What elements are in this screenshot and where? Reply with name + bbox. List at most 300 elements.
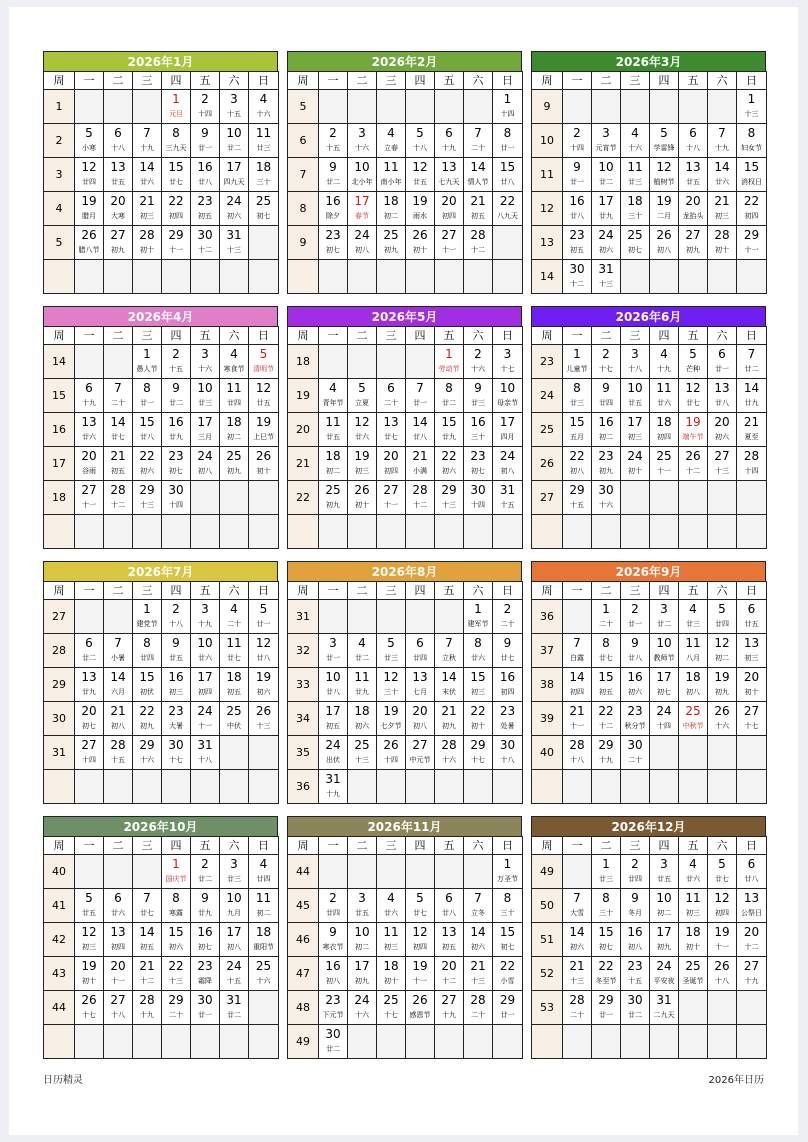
day-cell	[406, 379, 435, 413]
day-cell	[708, 124, 737, 158]
day-number: 1	[602, 602, 610, 616]
lunar-label: 十一	[384, 501, 398, 509]
day-cell	[406, 226, 435, 260]
day-cell	[162, 600, 191, 634]
lunar-label: 初八	[198, 467, 212, 475]
week-column-header: 周	[532, 837, 563, 855]
weekday-header: 五	[191, 582, 220, 600]
empty-day-cell	[191, 1025, 220, 1059]
day-cell	[75, 991, 104, 1025]
day-cell	[162, 158, 191, 192]
day-cell	[737, 600, 767, 634]
lunar-label: 廿九	[82, 688, 96, 696]
day-cell	[435, 226, 464, 260]
day-number: 14	[569, 925, 585, 939]
day-cell	[563, 413, 592, 447]
weekday-header: 日	[493, 72, 523, 90]
lunar-label: 十四	[169, 501, 183, 509]
empty-day-cell	[464, 260, 493, 294]
week-row	[288, 345, 523, 379]
lunar-label: 初九	[384, 246, 398, 254]
day-number: 18	[627, 194, 643, 208]
lunar-label: 廿五	[413, 178, 427, 186]
day-number: 3	[329, 636, 337, 650]
empty-day-cell	[249, 226, 279, 260]
day-cell	[249, 413, 279, 447]
lunar-label: 十二	[744, 943, 759, 951]
month-table	[531, 836, 767, 1059]
day-cell	[319, 991, 348, 1025]
day-number: 22	[168, 194, 184, 208]
lunar-label: 廿五	[657, 875, 671, 883]
week-row	[44, 447, 279, 481]
day-number: 20	[441, 194, 457, 208]
day-cell	[493, 736, 523, 770]
day-number: 3	[358, 891, 366, 905]
lunar-label: 廿四	[628, 875, 642, 883]
lunar-label: 上巳节	[253, 433, 274, 441]
lunar-label: 十七	[744, 722, 759, 730]
lunar-label: 廿六	[471, 654, 485, 662]
day-number: 6	[85, 381, 93, 395]
empty-day-cell	[220, 1025, 249, 1059]
day-cell	[348, 634, 377, 668]
weekday-header: 五	[679, 582, 708, 600]
day-number: 4	[329, 381, 337, 395]
lunar-label: 十四	[744, 467, 759, 475]
day-number: 17	[226, 160, 242, 174]
day-cell	[133, 702, 162, 736]
lunar-label: 下元节	[322, 1011, 344, 1019]
day-number: 7	[445, 636, 453, 650]
day-cell	[162, 413, 191, 447]
empty-day-cell	[220, 770, 249, 804]
lunar-label: 十七	[384, 1011, 398, 1019]
lunar-label: 谷雨	[82, 467, 96, 475]
day-number: 31	[325, 772, 341, 786]
lunar-label: 国庆节	[165, 875, 187, 883]
day-number: 23	[325, 993, 341, 1007]
weekday-header: 五	[435, 837, 464, 855]
day-number: 13	[714, 381, 730, 395]
day-number: 14	[470, 160, 486, 174]
lunar-label: 初四	[111, 943, 125, 951]
lunar-label: 夏至	[744, 433, 759, 441]
lunar-label: 中伏	[227, 722, 241, 730]
lunar-label: 初二	[355, 943, 369, 951]
day-number: 1	[143, 602, 151, 616]
day-cell	[191, 158, 220, 192]
lunar-label: 廿一	[140, 399, 154, 407]
day-cell	[348, 702, 377, 736]
lunar-label: 初八	[570, 467, 584, 475]
empty-day-cell	[75, 90, 104, 124]
lunar-label: 廿二	[227, 144, 241, 152]
day-cell	[737, 158, 767, 192]
day-cell	[162, 124, 191, 158]
lunar-label: 十一	[570, 722, 584, 730]
empty-day-cell	[592, 1025, 621, 1059]
lunar-label: 二月	[657, 212, 671, 220]
lunar-label: 十三	[227, 246, 241, 254]
lunar-label: 十九	[140, 144, 154, 152]
day-cell	[493, 668, 523, 702]
day-cell	[104, 158, 133, 192]
day-number: 29	[598, 738, 614, 752]
week-row	[532, 447, 767, 481]
day-cell	[650, 634, 679, 668]
lunar-label: 十六	[442, 756, 456, 764]
day-number: 12	[412, 925, 428, 939]
lunar-label: 元旦	[169, 110, 183, 118]
day-number: 13	[81, 670, 97, 684]
lunar-label: 廿四	[227, 399, 241, 407]
week-row	[288, 889, 523, 923]
day-cell	[493, 481, 523, 515]
day-cell	[162, 634, 191, 668]
lunar-label: 十九	[599, 756, 613, 764]
lunar-label: 十八	[628, 365, 642, 373]
day-number: 28	[470, 228, 486, 242]
lunar-label: 廿六	[384, 909, 398, 917]
empty-day-cell	[464, 770, 493, 804]
lunar-label: 十八	[570, 756, 584, 764]
month-calendar	[531, 816, 766, 1059]
weekday-header: 日	[737, 72, 767, 90]
lunar-label: 十三	[256, 722, 271, 730]
day-number: 16	[325, 959, 341, 973]
week-column-header: 周	[44, 72, 75, 90]
day-number: 8	[503, 126, 512, 140]
weekday-header: 三	[133, 837, 162, 855]
lunar-label: 平安夜	[653, 977, 675, 985]
day-cell	[377, 481, 406, 515]
lunar-label: 十三	[442, 501, 456, 509]
month-title: 2026年3月	[531, 51, 766, 71]
day-number: 3	[660, 857, 668, 871]
day-cell	[621, 600, 650, 634]
weekday-header: 二	[348, 72, 377, 90]
day-number: 26	[714, 704, 730, 718]
lunar-label: 廿二	[355, 654, 369, 662]
week-row	[532, 192, 767, 226]
day-cell	[75, 413, 104, 447]
day-cell	[133, 447, 162, 481]
day-cell	[435, 736, 464, 770]
empty-day-cell	[621, 260, 650, 294]
week-number: 16	[44, 413, 75, 447]
day-cell	[708, 226, 737, 260]
week-row	[532, 923, 767, 957]
lunar-label: 初四	[198, 688, 212, 696]
day-cell	[621, 124, 650, 158]
lunar-label: 十五	[227, 977, 241, 985]
day-number: 4	[259, 92, 268, 106]
day-number: 13	[81, 415, 97, 429]
day-cell	[406, 413, 435, 447]
lunar-label: 廿一	[715, 365, 729, 373]
month-calendar	[287, 306, 522, 549]
day-cell	[650, 991, 679, 1025]
lunar-label: 廿二	[628, 1011, 642, 1019]
weekday-header: 三	[133, 582, 162, 600]
lunar-label: 寒衣节	[322, 943, 344, 951]
week-number: 43	[44, 957, 75, 991]
day-cell	[737, 345, 767, 379]
day-cell	[737, 379, 767, 413]
empty-day-cell	[348, 90, 377, 124]
lunar-label: 端午节	[682, 433, 704, 441]
day-number: 30	[168, 738, 184, 752]
day-number: 6	[387, 381, 395, 395]
day-number: 26	[656, 228, 672, 242]
weekday-header: 一	[319, 327, 348, 345]
lunar-label: 龙抬头	[682, 212, 704, 220]
day-cell	[563, 634, 592, 668]
lunar-label: 十二	[686, 467, 700, 475]
day-number: 18	[226, 415, 242, 429]
day-cell	[191, 923, 220, 957]
day-cell	[75, 192, 104, 226]
day-number: 3	[503, 347, 512, 361]
day-cell	[679, 345, 708, 379]
week-row	[532, 634, 767, 668]
empty-day-cell	[737, 770, 767, 804]
empty-day-cell	[708, 991, 737, 1025]
day-number: 3	[201, 602, 209, 616]
day-cell	[348, 158, 377, 192]
week-number: 18	[44, 481, 75, 515]
day-cell	[162, 90, 191, 124]
lunar-label: 廿八	[413, 433, 427, 441]
day-number: 15	[168, 925, 184, 939]
day-number: 1	[503, 92, 512, 106]
day-number: 13	[685, 160, 701, 174]
day-number: 28	[714, 228, 730, 242]
week-row	[532, 226, 767, 260]
day-number: 4	[660, 347, 668, 361]
empty-day-cell	[162, 1025, 191, 1059]
day-cell	[563, 889, 592, 923]
day-number: 26	[255, 704, 272, 718]
lunar-label: 初四	[384, 467, 398, 475]
empty-day-cell	[406, 770, 435, 804]
day-cell	[621, 379, 650, 413]
day-cell	[104, 991, 133, 1025]
month-calendar	[287, 816, 522, 1059]
day-cell	[249, 889, 279, 923]
day-number: 26	[81, 228, 97, 242]
week-number: 10	[532, 124, 563, 158]
day-number: 5	[387, 636, 395, 650]
day-number: 12	[81, 925, 97, 939]
week-row	[44, 90, 279, 124]
day-number: 2	[602, 347, 610, 361]
empty-day-cell	[75, 345, 104, 379]
week-row	[288, 855, 523, 889]
day-cell	[563, 702, 592, 736]
day-cell	[493, 702, 523, 736]
day-number: 20	[743, 670, 760, 684]
weekday-header: 三	[621, 582, 650, 600]
lunar-label: 廿一	[413, 399, 427, 407]
week-number: 28	[44, 634, 75, 668]
week-number: 50	[532, 889, 563, 923]
lunar-label: 初五	[442, 943, 456, 951]
day-number: 1	[747, 92, 756, 106]
day-number: 11	[627, 160, 643, 174]
day-cell	[737, 702, 767, 736]
empty-day-cell	[249, 991, 279, 1025]
weekday-header: 日	[737, 327, 767, 345]
day-cell	[162, 991, 191, 1025]
lunar-label: 八月	[686, 654, 700, 662]
day-cell	[592, 702, 621, 736]
footer-left: 日历精灵	[43, 1075, 83, 1086]
day-number: 29	[139, 483, 155, 497]
lunar-label: 初七	[82, 722, 96, 730]
lunar-label: 建军节	[467, 620, 489, 628]
day-cell	[493, 192, 523, 226]
lunar-label: 立秋	[442, 654, 456, 662]
week-number: 53	[532, 991, 563, 1025]
week-row	[532, 889, 767, 923]
day-cell	[435, 702, 464, 736]
day-cell	[249, 192, 279, 226]
day-number: 27	[110, 993, 126, 1007]
day-number: 8	[602, 891, 610, 905]
week-number: 14	[532, 260, 563, 294]
empty-day-cell	[162, 770, 191, 804]
day-cell	[435, 192, 464, 226]
day-number: 25	[656, 449, 672, 463]
day-cell	[464, 889, 493, 923]
day-number: 17	[656, 670, 672, 684]
lunar-label: 感恩节	[409, 1011, 431, 1019]
lunar-label: 初四	[169, 212, 183, 220]
day-number: 15	[139, 415, 155, 429]
weekday-header: 六	[464, 837, 493, 855]
lunar-label: 廿五	[256, 399, 271, 407]
weekday-header: 三	[133, 327, 162, 345]
weekday-header: 一	[319, 72, 348, 90]
day-cell	[104, 124, 133, 158]
lunar-label: 廿三	[256, 144, 271, 152]
week-number: 40	[44, 855, 75, 889]
day-number: 1	[445, 347, 453, 361]
day-cell	[679, 413, 708, 447]
day-cell	[592, 226, 621, 260]
lunar-label: 初七	[628, 246, 642, 254]
lunar-label: 小寒	[82, 144, 96, 152]
day-cell	[133, 889, 162, 923]
lunar-label: 二十	[570, 1011, 584, 1019]
day-number: 5	[259, 602, 268, 616]
day-cell	[737, 889, 767, 923]
day-number: 9	[172, 381, 180, 395]
empty-day-cell	[348, 770, 377, 804]
lunar-label: 廿五	[628, 399, 642, 407]
day-cell	[191, 345, 220, 379]
weekday-header: 六	[220, 837, 249, 855]
day-number: 19	[412, 194, 428, 208]
empty-day-cell	[563, 90, 592, 124]
day-number: 18	[383, 959, 399, 973]
lunar-label: 三十	[628, 212, 642, 220]
day-cell	[162, 855, 191, 889]
lunar-label: 小暑	[111, 654, 125, 662]
day-number: 31	[226, 228, 242, 242]
empty-day-cell	[650, 1025, 679, 1059]
day-cell	[133, 600, 162, 634]
day-number: 9	[201, 126, 209, 140]
week-row	[532, 345, 767, 379]
day-number: 7	[573, 891, 581, 905]
week-row	[288, 736, 523, 770]
day-cell	[708, 668, 737, 702]
day-cell	[75, 379, 104, 413]
day-cell	[621, 413, 650, 447]
day-cell	[435, 124, 464, 158]
weekday-header: 三	[377, 582, 406, 600]
week-number: 8	[288, 192, 319, 226]
day-cell	[220, 447, 249, 481]
empty-day-cell	[104, 600, 133, 634]
day-cell	[650, 702, 679, 736]
week-number: 7	[288, 158, 319, 192]
day-number: 7	[474, 126, 482, 140]
lunar-label: 立夏	[355, 399, 369, 407]
day-number: 15	[139, 670, 155, 684]
day-cell	[708, 447, 737, 481]
lunar-label: 十五	[169, 365, 183, 373]
empty-day-cell	[406, 600, 435, 634]
day-number: 28	[470, 993, 486, 1007]
lunar-label: 初九	[227, 467, 241, 475]
day-cell	[220, 923, 249, 957]
lunar-label: 初十	[355, 501, 369, 509]
day-number: 18	[255, 925, 272, 939]
day-number: 15	[499, 160, 516, 174]
week-number: 1	[44, 90, 75, 124]
lunar-label: 廿五	[111, 178, 125, 186]
day-number: 29	[470, 738, 486, 752]
lunar-label: 十六	[471, 365, 485, 373]
lunar-label: 北小年	[351, 178, 373, 186]
lunar-label: 十三	[355, 756, 369, 764]
day-cell	[563, 957, 592, 991]
day-number: 20	[110, 194, 126, 208]
day-cell	[621, 447, 650, 481]
day-number: 15	[569, 415, 585, 429]
day-cell	[679, 447, 708, 481]
day-number: 20	[685, 194, 701, 208]
lunar-label: 十九	[744, 977, 759, 985]
lunar-label: 初三	[169, 688, 183, 696]
day-number: 7	[143, 126, 151, 140]
weekday-header: 二	[592, 582, 621, 600]
week-number: 27	[532, 481, 563, 515]
day-number: 16	[168, 670, 184, 684]
day-cell	[679, 124, 708, 158]
month-calendar	[43, 51, 278, 294]
day-number: 21	[743, 415, 760, 429]
lunar-label: 廿一	[198, 1011, 212, 1019]
empty-day-cell	[377, 515, 406, 549]
day-number: 30	[499, 738, 516, 752]
week-number: 48	[288, 991, 319, 1025]
day-number: 7	[114, 636, 122, 650]
